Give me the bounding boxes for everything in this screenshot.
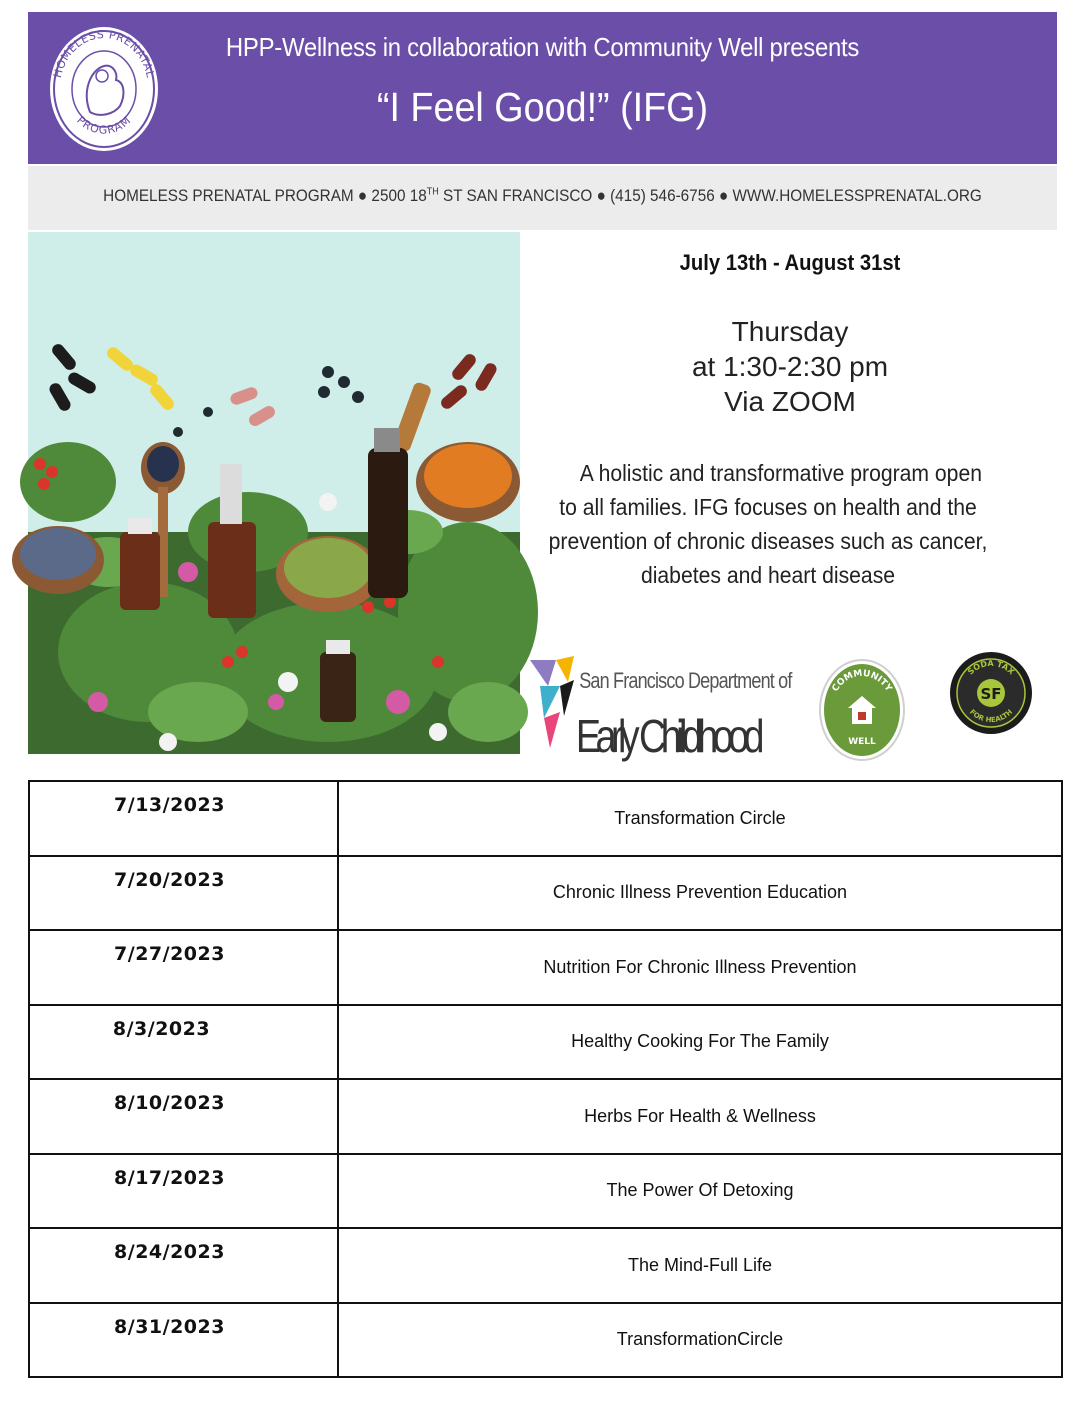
website: WWW.HOMELESSPRENATAL.ORG [732,186,982,205]
table-row [29,1154,1062,1229]
program-description [547,456,989,592]
session-date [29,781,338,856]
session-date [29,930,338,1005]
logo-text-bottom: PROGRAM [74,113,134,137]
banner-title: “I Feel Good!” (IFG) [376,84,709,130]
meeting-day: Thursday [731,316,849,347]
soda-bottom: FOR HEALTH [967,708,1015,725]
session-topic: Transformation Circle [338,781,1062,856]
table-row [29,781,1062,856]
table-row [29,1005,1062,1080]
session-topic: Healthy Cooking For The Family [338,1005,1062,1080]
herbs-and-supplements-photo [28,232,520,754]
session-date-text: 8/10/2023 [114,1092,225,1114]
schedule-when [540,314,1040,419]
session-date-text: 7/13/2023 [114,794,225,816]
session-topic: The Mind-Full Life [338,1228,1062,1303]
sfdec-line2: Early Childhood [575,710,765,762]
separator: ● [592,186,611,205]
session-topic: Nutrition For Chronic Illness Prevention [338,930,1062,1005]
soda-top: SODA TAX [966,658,1016,677]
session-date [29,1303,338,1378]
street-suffix: TH [426,186,439,198]
separator: ● [714,186,733,205]
table-row [29,1079,1062,1154]
session-date-text: 8/24/2023 [114,1241,225,1263]
header-banner [28,12,1057,164]
program-dates: July 13th - August 31st [679,250,901,275]
session-date [29,1154,338,1229]
org-name: HOMELESS PRENATAL PROGRAM [103,186,354,205]
session-topic: The Power Of Detoxing [338,1154,1062,1229]
session-date [29,1079,338,1154]
session-date-text: 7/27/2023 [114,943,225,965]
table-row [29,1303,1062,1378]
soda-tax-for-health-logo [948,650,1034,736]
meeting-venue: Via ZOOM [724,386,856,417]
address-text [79,186,1005,206]
street-rest: ST SAN FRANCISCO [438,186,593,205]
session-topic: Chronic Illness Prevention Education [338,856,1062,931]
banner-presenter-line: HPP-Wellness in collaboration with Community Well presents [225,32,860,62]
table-row [29,930,1062,1005]
cw-text-top: COMMUNITY [830,668,894,694]
session-topic: Herbs For Health & Wellness [338,1079,1062,1154]
address-bar [28,166,1057,230]
session-schedule-table [28,780,1063,1378]
soda-mid: SF [980,685,1002,703]
session-date [29,1228,338,1303]
sf-department-early-childhood-logo [530,656,793,762]
session-date [29,1005,338,1080]
table-row [29,856,1062,931]
table-row [29,1228,1062,1303]
cw-text-bottom: WELL [848,737,876,747]
session-date-text: 8/17/2023 [114,1166,225,1189]
meeting-time: at 1:30-2:30 pm [691,351,889,382]
sfdec-line1: San Francisco Department of [579,669,793,694]
session-date-text: 8/3/2023 [112,1017,211,1040]
logo-text-top: HOMELESS PRENATAL [50,27,158,80]
separator: ● [353,186,372,205]
street-number: 2500 18 [371,186,427,205]
session-date-text: 7/20/2023 [114,868,225,891]
session-date [29,856,338,931]
session-topic: TransformationCircle [338,1303,1062,1378]
session-date-text: 8/31/2023 [114,1315,225,1338]
phone-number: (415) 546-6756 [610,186,715,205]
community-well-logo [818,656,906,764]
program-description-text: A holistic and transformative program open to all families. IFG focuses on health and the prevention of chronic diseases such as cancer, diabetes and heart disease [548,460,988,588]
